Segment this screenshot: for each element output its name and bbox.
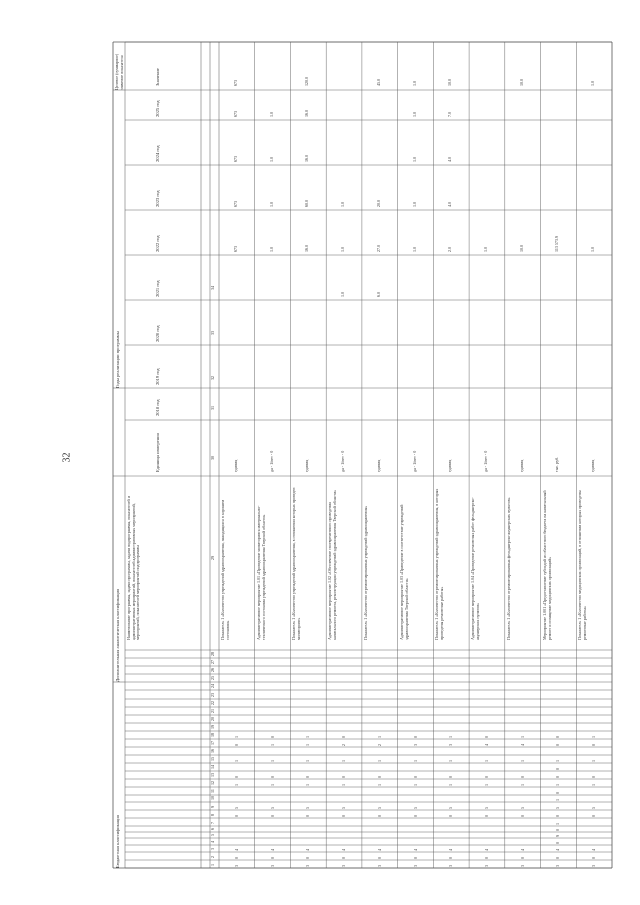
row-name: Показатель 1 «Количество учреждений здравоохранения, находящихся в хорошем состоянии» [220, 499, 230, 640]
code-digit: 0 [448, 776, 454, 778]
header-2018: 2018 год [155, 399, 160, 416]
row-unit: единиц [375, 459, 381, 472]
column-number: 21 [210, 709, 215, 713]
code-digit: 1 [591, 784, 597, 786]
code-digit: 0 [412, 776, 418, 778]
row-value: 6.0 [375, 292, 381, 297]
column-number: 16 [210, 749, 215, 753]
column-number: 13 [210, 773, 215, 777]
code-digit: 1 [483, 760, 489, 762]
code-digit: 0 [412, 857, 418, 859]
code-digit: 1 [412, 760, 418, 762]
code-digit: 3 [555, 865, 561, 867]
row-value: 10.0 [518, 79, 524, 86]
code-digit: 3 [448, 865, 454, 867]
code-digit: 0 [341, 857, 347, 859]
row-value: 120.0 [304, 77, 310, 86]
row-value: 673 [232, 246, 238, 252]
row-unit: единиц [304, 459, 310, 472]
code-digit: 3 [233, 865, 239, 867]
row-value: 10.0 [447, 79, 453, 86]
row-name: Административное мероприятие 1.01 «Проведение мониторинга материально-технического состояния учреждений здравоохранения Тверской области» [255, 505, 266, 640]
code-digit: 0 [269, 736, 275, 738]
row-value: 1.0 [268, 202, 274, 207]
row-unit: да - 1/нет - 0 [482, 450, 488, 472]
code-digit: 3 [269, 865, 275, 867]
column-number: 33 [210, 331, 215, 335]
code-digit: 0 [269, 857, 275, 859]
code-digit: 0 [233, 744, 239, 746]
code-digit: 0 [555, 842, 561, 844]
code-digit: 4 [519, 744, 525, 746]
row-value: 4.0 [447, 202, 453, 207]
code-digit: 4 [412, 849, 418, 851]
code-digit: 2 [376, 744, 382, 746]
header-year: 2019 год [155, 368, 160, 385]
code-digit: 0 [555, 829, 561, 831]
code-digit: 1 [555, 823, 561, 825]
row-name: Мероприятие 1.001 «Предоставление субсидий из областного бюджета на капитальный ремонт и оснащение медицинских организаций» [541, 490, 552, 640]
code-digit: 0 [519, 815, 525, 817]
column-number: 28 [210, 652, 215, 656]
column-number: 27 [210, 660, 215, 664]
code-digit: 5 [233, 807, 239, 809]
code-digit: 5 [483, 807, 489, 809]
column-number: 30 [210, 456, 215, 460]
row-name: Показатель 1 «Количество отремонтированных учреждений здравоохранения, в которых проведены ремонтные работы» [434, 488, 444, 640]
column-number: 3 [210, 848, 215, 850]
code-digit: 0 [483, 776, 489, 778]
row-unit: да - 1/нет - 0 [340, 450, 346, 472]
row-name: Показатель 1 «Количество медицинских организаций, в отношении которых проведены ремонтные работы» [577, 490, 587, 640]
code-digit: 1 [376, 760, 382, 762]
row-value: 673 [232, 156, 238, 162]
code-digit: 0 [448, 815, 454, 817]
code-digit: 3 [448, 744, 454, 746]
code-digit: 1 [233, 784, 239, 786]
code-digit: 3 [412, 744, 418, 746]
row-value: 2.0 [447, 247, 453, 252]
row-value: 1.0 [411, 157, 417, 162]
code-digit: 4 [233, 849, 239, 851]
code-digit: 1 [519, 760, 525, 762]
row-unit: единиц [447, 459, 453, 472]
code-digit: 1 [233, 760, 239, 762]
code-digit: 1 [269, 760, 275, 762]
column-number: 34 [210, 286, 215, 290]
column-number: 25 [210, 676, 215, 680]
header-year: 2022 год [155, 235, 160, 252]
column-number: 31 [210, 406, 215, 410]
code-digit: 5 [412, 807, 418, 809]
row-value: 45.0 [375, 79, 381, 86]
code-digit: 1 [412, 784, 418, 786]
code-digit: 3 [305, 865, 311, 867]
group-header-extra: Дополнительная аналитическая классификация [115, 588, 120, 682]
code-digit: 1 [269, 744, 275, 746]
column-number: 2 [210, 856, 215, 858]
code-digit: 1 [341, 784, 347, 786]
code-digit: 0 [341, 815, 347, 817]
code-digit: 9 [555, 835, 561, 837]
group-header-years: Годы реализации программы [115, 331, 120, 388]
row-name: Административное мероприятие 1.02 «Обеспечение своевременного проведения капитального ремонта, реконструкции учреждений здравоохранения Тверской области» [327, 489, 337, 640]
column-number: 14 [210, 765, 215, 769]
code-digit: 3 [483, 865, 489, 867]
code-digit: 1 [376, 784, 382, 786]
header-value: Значение [155, 68, 160, 86]
row-unit: тыс. руб. [554, 456, 560, 472]
code-digit: 0 [555, 857, 561, 859]
code-digit: 1 [555, 760, 561, 762]
code-digit: 0 [519, 857, 525, 859]
row-value: 1.0 [340, 292, 346, 297]
code-digit: 4 [483, 744, 489, 746]
code-digit: 2 [341, 744, 347, 746]
code-digit: 0 [483, 857, 489, 859]
column-number: 15 [210, 757, 215, 761]
code-digit: 4 [341, 849, 347, 851]
row-value: 113 573.9 [554, 236, 560, 252]
column-number: 32 [210, 376, 215, 380]
row-value: 20.0 [375, 200, 381, 207]
row-name: Показатель 1 «Количество отремонтированных учреждений здравоохранения» [362, 505, 368, 640]
column-number: 7 [210, 822, 215, 824]
column-number: 29 [210, 556, 215, 560]
column-number: 24 [210, 684, 215, 688]
code-digit: 4 [376, 849, 382, 851]
page-number: 32 [61, 452, 73, 463]
code-digit: 1 [376, 736, 382, 738]
code-digit: 1 [305, 744, 311, 746]
column-number: 22 [210, 701, 215, 705]
code-digit: 1 [448, 784, 454, 786]
code-digit: 1 [555, 784, 561, 786]
code-digit: 3 [376, 865, 382, 867]
code-digit: 5 [269, 807, 275, 809]
code-digit: 3 [591, 865, 597, 867]
row-value: 1.0 [411, 202, 417, 207]
code-digit: 1 [591, 760, 597, 762]
row-value: 1.0 [340, 202, 346, 207]
code-digit: 4 [305, 849, 311, 851]
column-number: 4 [210, 841, 215, 843]
row-unit: единиц [518, 459, 524, 472]
code-digit: 0 [412, 815, 418, 817]
row-value: 7.0 [447, 112, 453, 117]
row-value: 1.0 [340, 247, 346, 252]
row-value: 1.0 [590, 247, 596, 252]
code-digit: 0 [233, 857, 239, 859]
code-digit: 0 [305, 857, 311, 859]
code-digit: 4 [555, 849, 561, 851]
row-value: 1.0 [268, 247, 274, 252]
code-digit: 1 [305, 784, 311, 786]
header-year: 2025 год [155, 100, 160, 117]
code-digit: 3 [412, 865, 418, 867]
code-digit: 0 [269, 776, 275, 778]
row-value: 673 [232, 201, 238, 207]
code-digit: 0 [448, 857, 454, 859]
code-digit: 0 [555, 792, 561, 794]
code-digit: 1 [555, 799, 561, 801]
row-value: 673 [232, 80, 238, 86]
column-number: 5 [210, 834, 215, 836]
row-value: 1.0 [411, 81, 417, 86]
column-number: 20 [210, 717, 215, 721]
code-digit: 0 [269, 815, 275, 817]
code-digit: 0 [483, 815, 489, 817]
column-number: 12 [210, 781, 215, 785]
row-unit: единиц [232, 459, 238, 472]
code-digit: 1 [519, 736, 525, 738]
row-value: 16.0 [304, 155, 310, 162]
code-digit: 0 [555, 736, 561, 738]
row-value: 1.0 [590, 81, 596, 86]
code-digit: 0 [305, 776, 311, 778]
code-digit: 1 [591, 736, 597, 738]
code-digit: 5 [448, 807, 454, 809]
row-value: 673 [232, 111, 238, 117]
code-digit: 0 [555, 815, 561, 817]
row-name: Административное мероприятие 1.03 «Приведение в соответствие учреждений здравоохранения Тверской области» [398, 504, 409, 640]
code-digit: 0 [376, 776, 382, 778]
code-digit: 0 [233, 815, 239, 817]
group-header-budget: Бюджетная классификация [115, 815, 120, 868]
column-number: 11 [210, 789, 215, 793]
code-digit: 0 [591, 857, 597, 859]
code-digit: 4 [483, 849, 489, 851]
code-digit: 0 [591, 776, 597, 778]
column-number: 18 [210, 733, 215, 737]
code-digit: 1 [305, 736, 311, 738]
code-digit: 1 [448, 760, 454, 762]
row-value: 1.0 [482, 247, 488, 252]
code-digit: 0 [591, 744, 597, 746]
code-digit: 0 [591, 815, 597, 817]
code-digit: 0 [305, 815, 311, 817]
code-digit: 1 [269, 784, 275, 786]
code-digit: 0 [555, 744, 561, 746]
header-year: 2024 год [155, 145, 160, 162]
code-digit: 4 [591, 849, 597, 851]
code-digit: 1 [448, 736, 454, 738]
code-digit: 4 [519, 849, 525, 851]
row-name: Показатель 1 «Количество учреждений здравоохранения, в отношении которых проведен мониторинг» [291, 487, 302, 640]
code-digit: 1 [305, 760, 311, 762]
header-name: Наименование программы, задачи программы, задачи подпрограммы, показателей и административных мероприятий, показателей административных мероприятий, мероприятий, показателей мероприятий подпрограммы [126, 496, 141, 640]
code-digit: 5 [376, 807, 382, 809]
row-value: 60.0 [304, 200, 310, 207]
code-digit: 0 [555, 768, 561, 770]
group-header-target: Целевое (суммарное) значение показателя [114, 53, 124, 90]
row-value: 1.0 [268, 157, 274, 162]
header-year: 2021 год [155, 280, 160, 297]
code-digit: 0 [555, 776, 561, 778]
code-digit: 5 [591, 807, 597, 809]
row-value: 27.0 [375, 245, 381, 252]
column-number: 19 [210, 725, 215, 729]
header-unit: Единица измерения [155, 433, 160, 472]
code-digit: 0 [341, 736, 347, 738]
row-value: 1.0 [411, 112, 417, 117]
column-number: 10 [210, 796, 215, 800]
header-year: 2023 год [155, 190, 160, 207]
code-digit: 3 [519, 865, 525, 867]
row-unit: да - 1/нет - 0 [268, 450, 274, 472]
row-name: Административное мероприятие 1.04 «Проведение ремонтных работ фельдшерско-акушерских пунктов» [470, 497, 480, 640]
code-digit: 0 [233, 776, 239, 778]
code-digit: 1 [233, 736, 239, 738]
row-value: 4.0 [447, 157, 453, 162]
header-year: 2020 год [155, 325, 160, 342]
code-digit: 1 [483, 784, 489, 786]
row-unit: да - 1/нет - 0 [411, 450, 417, 472]
code-digit: 1 [519, 784, 525, 786]
code-digit: 3 [341, 865, 347, 867]
row-value: 16.0 [304, 245, 310, 252]
row-value: 1.0 [268, 112, 274, 117]
code-digit: 0 [519, 776, 525, 778]
code-digit: 0 [341, 776, 347, 778]
column-number: 23 [210, 693, 215, 697]
code-digit: 5 [305, 807, 311, 809]
row-value: 10.0 [518, 245, 524, 252]
code-digit: 5 [519, 807, 525, 809]
code-digit: 0 [376, 857, 382, 859]
column-number: 1 [210, 864, 215, 866]
code-digit: 4 [269, 849, 275, 851]
code-digit: 5 [341, 807, 347, 809]
column-number: 8 [210, 814, 215, 816]
row-value: 16.0 [304, 110, 310, 117]
code-digit: 4 [448, 849, 454, 851]
row-value: 1.0 [411, 247, 417, 252]
code-digit: 0 [483, 736, 489, 738]
row-unit: единиц [590, 459, 596, 472]
column-number: 6 [210, 828, 215, 830]
column-number: 9 [210, 806, 215, 808]
code-digit: 5 [555, 807, 561, 809]
column-number: 26 [210, 668, 215, 672]
row-name: Показатель 1 «Количество отремонтированных фельдшерско-акушерских пунктов» [505, 497, 511, 640]
code-digit: 1 [341, 760, 347, 762]
code-digit: 0 [376, 815, 382, 817]
column-number: 17 [210, 741, 215, 745]
code-digit: 0 [412, 736, 418, 738]
